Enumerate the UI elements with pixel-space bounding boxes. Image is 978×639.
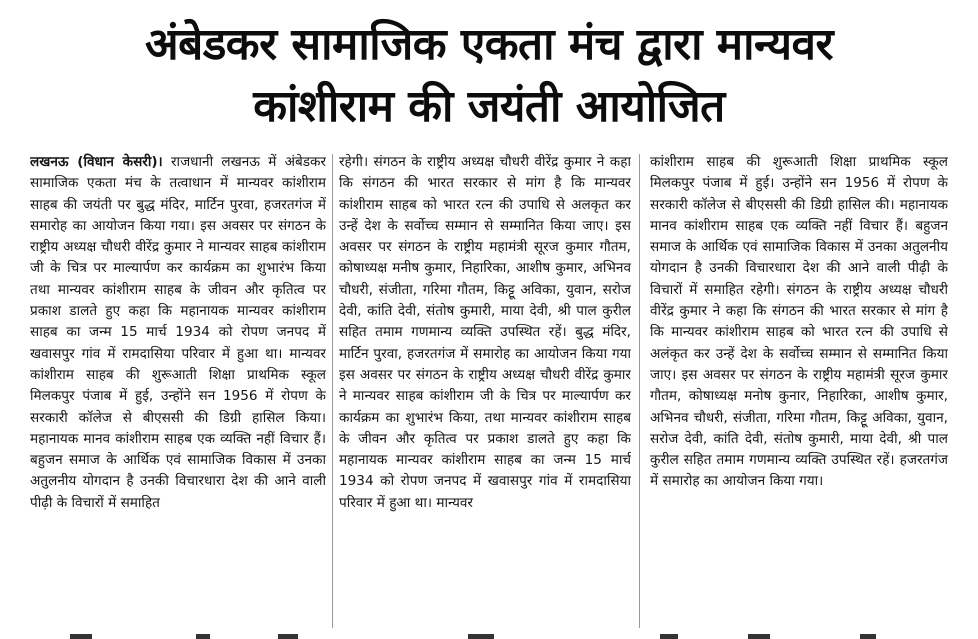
next-article-edge xyxy=(0,633,978,639)
article-column-1 xyxy=(30,152,326,632)
article-body xyxy=(22,152,962,632)
column-divider-1 xyxy=(332,154,333,628)
column-divider-2 xyxy=(639,154,640,628)
column-3-text: कांशीराम साहब की शुरूआती शिक्षा प्राथमिक स्कूल मिलकपुर पंजाब में हुई। उन्होंने सन 1956 में रोपण के सरकारी कॉलेज से बीएससी की डिग्री हासिल की। महानायक मानव कांशीराम साहब एक व्यक्ति नहीं विचार हैं। बहुजन समाज के आर्थिक एवं सामाजिक विकास में उनका अतुलनीय योगदान है उनकी विचारधारा देश की आने वाली पीढ़ी के विचारों में समाहित रहेगी। संगठन के राष्ट्रीय अध्यक्ष चौधरी वीरेंद्र कुमार ने कहा कि संगठन की भारत सरकार से मांग है कि मान्यवर कांशीराम साहब को भारत रत्न की उपाधि से अलंकृत कर उन्हें देश के सर्वोच्च सम्मान से सम्मानित किया जाए। इस अवसर पर संगठन के राष्ट्रीय महामंत्री सूरज कुमार गौतम, कोषाध्यक्ष मनोष कुनार, निहारिका, आशीष कुमार, अभिनव चौधरी, संजीता, गरिमा गौतम, किट्टू अविका, युवान, सरोज देवी, कांति देवी, संतोष कुमारी, माया देवी, श्री पाल कुरील सहित तमाम गणमान्य व्यक्ति उपस्थित रहें। हजरतगंज में समारोह का आयोजन किया गया। xyxy=(650,154,948,490)
article-column-2 xyxy=(339,152,631,632)
article-column-3 xyxy=(650,152,948,632)
headline-line-1: अंबेडकर सामाजिक एकता मंच द्वारा मान्यवर xyxy=(145,19,833,70)
headline-line-2: कांशीराम की जयंती आयोजित xyxy=(253,81,725,132)
column-1-text xyxy=(30,152,326,514)
column-1-body: राजधानी लखनऊ में अंबेडकर सामाजिक एकता मंच के तत्वाधान में मान्यवर कांशीराम साहब की जयंती पर बुद्ध मंदिर, मार्टिन पुरवा, हजरतगंज में समारोह का आयोजन किया गया। इस अवसर पर संगठन के राष्ट्रीय अध्यक्ष चौधरी वीरेंद्र कुमार ने मान्यवर साहब कांशीराम जी के चित्र पर माल्यार्पण कर कार्यक्रम का शुभारंभ किया तथा मान्यवर कांशीराम साहब के जीवन और कृतित्व पर प्रकाश डालते हुए कहा कि महानायक मान्यवर कांशीराम साहब का जन्म 15 मार्च 1934 को रोपण जनपद में खवासपुर गांव में रामदासिया परिवार में हुआ था। मान्यवर कांशीराम साहब की शुरूआती शिक्षा प्राथमिक स्कूल मिलकपुर पंजाब में हुई, उन्होंने सन 1956 में रोपण के सरकारी कॉलेज से बीएससी की डिग्री हासिल किया। महानायक मानव कांशीराम साहब एक व्यक्ति नहीं विचार हैं। बहुजन समाज के आर्थिक एवं सामाजिक विकास में उनका अतुलनीय योगदान है उनकी विचारधारा देश की आने वाली पीढ़ी के विचारों में समाहित xyxy=(30,154,326,511)
article-headline xyxy=(0,0,978,150)
column-2-text: रहेगी। संगठन के राष्ट्रीय अध्यक्ष चौधरी वीरेंद्र कुमार ने कहा कि संगठन की भारत सरकार से मांग है कि मान्यवर कांशीराम साहब को भारत रत्न की उपाधि से अलकृत कर उन्हें देश के सर्वोच्च सम्मान से सम्मानित किया जाए। इस अवसर पर संगठन के राष्ट्रीय महामंत्री सूरज कुमार गौतम, कोषाध्यक्ष मनीष कुमार, निहारिका, आशीष कुमार, अभिनव चौधरी, संजीता, गरिमा गौतम, किट्टू अविका, युवान, सरोज देवी, कांति देवी, संतोष कुमारी, माया देवी, श्री पाल कुरील सहित तमाम गणमान्य व्यक्ति उपस्थित रहें। बुद्ध मंदिर, मार्टिन पुरवा, हजरतगंज में समारोह का आयोजन किया गया इस अवसर पर संगठन के राष्ट्रीय अध्यक्ष चौधरी वीरेंद्र कुमार ने मान्यवर साहब कांशीराम जी के चित्र पर माल्यार्पण कर कार्यक्रम का शुभारंभ किया, तथा मान्यवर कांशीराम साहब के जीवन और कृतित्व पर प्रकाश डालते हुए कहा कि महानायक मान्यवर कांशीराम साहब का जन्म 15 मार्च 1934 को रोपण जनपद में खवासपुर गांव में रामदासिया परिवार में हुआ था। मान्यवर xyxy=(339,154,631,511)
dateline: लखनऊ (विधान केसरी)। xyxy=(30,154,163,170)
